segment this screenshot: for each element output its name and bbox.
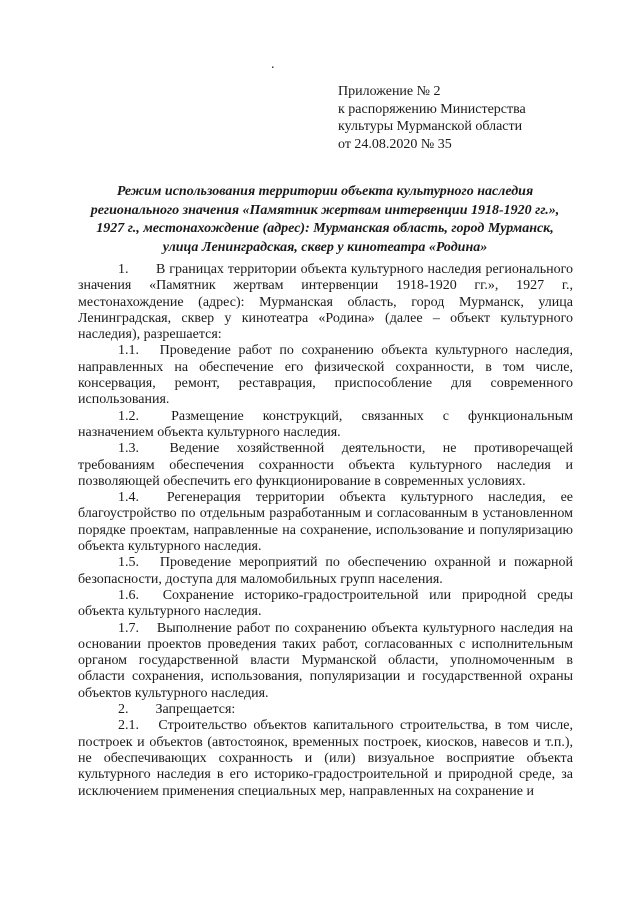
paragraph-text: В границах территории объекта культурного наследия регионального значения «Памятник жертвам интервенции 1918-1920 гг.», 1927 г., местонахождение (адрес): Мурманская область, город Мурманск, улица Ленинградская, сквер у кинотеатра «Родина» (далее – объект культурного наследия), разрешается: [78, 262, 573, 343]
paragraph-1 [78, 262, 573, 343]
paragraph-2-1 [78, 718, 573, 799]
paragraph-number: 1.3. [118, 441, 139, 457]
appendix-line-3: культуры Мурманской области [338, 119, 523, 134]
paragraph-text: Проведение мероприятий по обеспечению охранной и пожарной безопасности, доступа для маломобильных групп населения. [78, 555, 573, 587]
paragraph-1-3 [78, 441, 573, 490]
paragraph-text: Строительство объектов капитального строительства, в том числе, построек и объектов (автостоянок, временных построек, киосков, навесов и т.п.), не обеспечивающих сохранность и (или) визуальное восприятие объекта культурного наследия в его историко-градостроительной и природной среде, за исключением применения специальных мер, направленных на сохранение и [78, 718, 573, 799]
paragraph-1-2 [78, 409, 573, 442]
paragraph-text: Сохранение историко-градостроительной или природной среды объекта культурного наследия. [78, 587, 573, 620]
paragraph-number: 1.5. [118, 555, 139, 571]
paragraph-text: Проведение работ по сохранению объекта культурного наследия, направленных на обеспечение его физической сохранности, в том числе, консервация, ремонт, реставрация, приспособление для современного использования. [78, 343, 573, 408]
appendix-line-1: Приложение № 2 [338, 84, 441, 99]
paragraph-text: Запрещается: [155, 702, 236, 718]
title-line-2: регионального значения «Памятник жертвам интервенции 1918-1920 гг.», [90, 202, 560, 218]
paragraph-number: 1.1. [118, 343, 139, 359]
paragraph-text: Регенерация территории объекта культурного наследия, ее благоустройство по отдельным разработанным и согласованным в установленном порядке проектам, направленные на сохранение, использование и популяризацию объекта культурного наследия. [78, 490, 573, 555]
title-line-4: улица Ленинградская, сквер у кинотеатра «Родина» [162, 239, 488, 255]
document-title [70, 183, 580, 257]
appendix-block [338, 83, 598, 153]
paragraph-1-7 [78, 621, 573, 702]
paragraph-text: Выполнение работ по сохранению объекта культурного наследия на основании проектов проведения таких работ, согласованных с исполнительным органом государственной власти Мурманской области, уполномоченным в области сохранения, использования, популяризации и государственной охраны объектов культурного наследия. [78, 620, 573, 701]
paragraph-2 [78, 702, 573, 718]
paragraph-number: 2.1. [118, 718, 139, 734]
document-body [78, 262, 573, 800]
paragraph-1-1 [78, 343, 573, 408]
header-mark: . [271, 57, 275, 72]
paragraph-1-5 [78, 555, 573, 588]
paragraph-1-6 [78, 588, 573, 621]
paragraph-number: 1.6. [118, 587, 139, 603]
paragraph-number: 1.7. [118, 620, 139, 636]
paragraph-number: 1. [118, 262, 129, 277]
title-line-1: Режим использования территории объекта культурного наследия [116, 184, 534, 199]
appendix-line-2: к распоряжению Министерства [338, 101, 526, 117]
paragraph-number: 1.4. [118, 490, 139, 506]
title-line-3: 1927 г., местонахождение (адрес): Мурманская область, город Мурманск, [96, 221, 554, 236]
appendix-line-4: от 24.08.2020 № 35 [338, 136, 452, 152]
paragraph-text: Ведение хозяйственной деятельности, не противоречащей требованиям обеспечения сохранности объекта культурного наследия и позволяющей обеспечить его функционирование в современных условиях. [78, 441, 573, 489]
paragraph-1-4 [78, 490, 573, 555]
paragraph-text: Размещение конструкций, связанных с функциональным назначением объекта культурного наследия. [78, 408, 574, 440]
paragraph-number: 1.2. [118, 408, 139, 424]
paragraph-number: 2. [118, 702, 129, 718]
